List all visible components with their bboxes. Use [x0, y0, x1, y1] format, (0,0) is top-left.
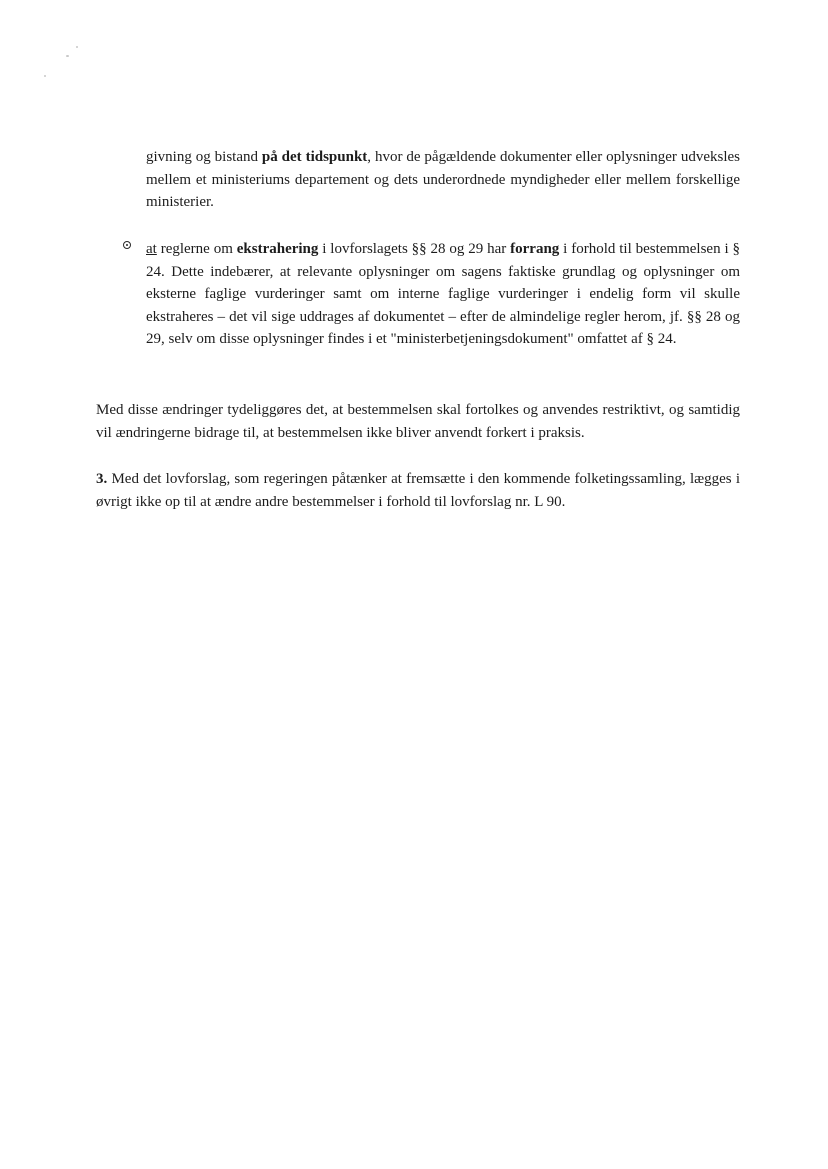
text-run: i lovforslagets §§ 28 og 29 har — [318, 241, 511, 257]
text-run: , hvor de pågældende dokumenter eller oplysninger udveksles mellem et ministeriums departement og dets underordnede myndigheder eller mellem forskellige ministerier. — [146, 149, 740, 210]
paragraph: Med disse ændringer tydeliggøres det, at bestemmelsen skal fortolkes og anvendes restriktivt, og samtidig vil ændringerne bidrage til, at bestemmelsen ikke bliver anvendt forkert i praksis. — [96, 402, 740, 441]
text-run: givning og bistand — [146, 149, 262, 165]
text-run: Med det lovforslag, som regeringen påtænker at fremsætte i den kommende folketingssamling, lægges i øvrigt ikke op til at ændre andre bestemmelser i forhold til lovforslag nr. L 90. — [96, 471, 740, 510]
text-run: i forhold til bestemmelsen i § 24. Dette indebærer, at relevante oplysninger om sagens faktiske grundlag og oplysninger om eksterne faglige vurderinger samt om interne faglige vurderinger i endelig form vil skulle ekstraheres – det vil sige uddrages af dokumentet – efter de almindelige regler herom, jf. §§ 28 og 29, selv om disse oplysninger findes i et "ministerbetjeningsdokument" omfattet af § 24. — [146, 241, 740, 347]
bullet-item — [146, 238, 740, 351]
text-run: reglerne om — [156, 241, 237, 257]
bold-phrase: ekstrahering — [236, 241, 319, 257]
underlined-word: at — [146, 241, 157, 257]
paragraph-continuation — [146, 146, 740, 214]
scan-speck — [76, 46, 78, 48]
numbered-paragraph — [96, 468, 740, 513]
bold-phrase: forrang — [510, 241, 560, 257]
bullet-icon — [123, 241, 131, 249]
scan-speck — [44, 75, 46, 77]
section-number: 3. — [96, 471, 108, 487]
bold-phrase: på det tidspunkt — [261, 149, 368, 165]
scan-speck — [66, 55, 69, 57]
